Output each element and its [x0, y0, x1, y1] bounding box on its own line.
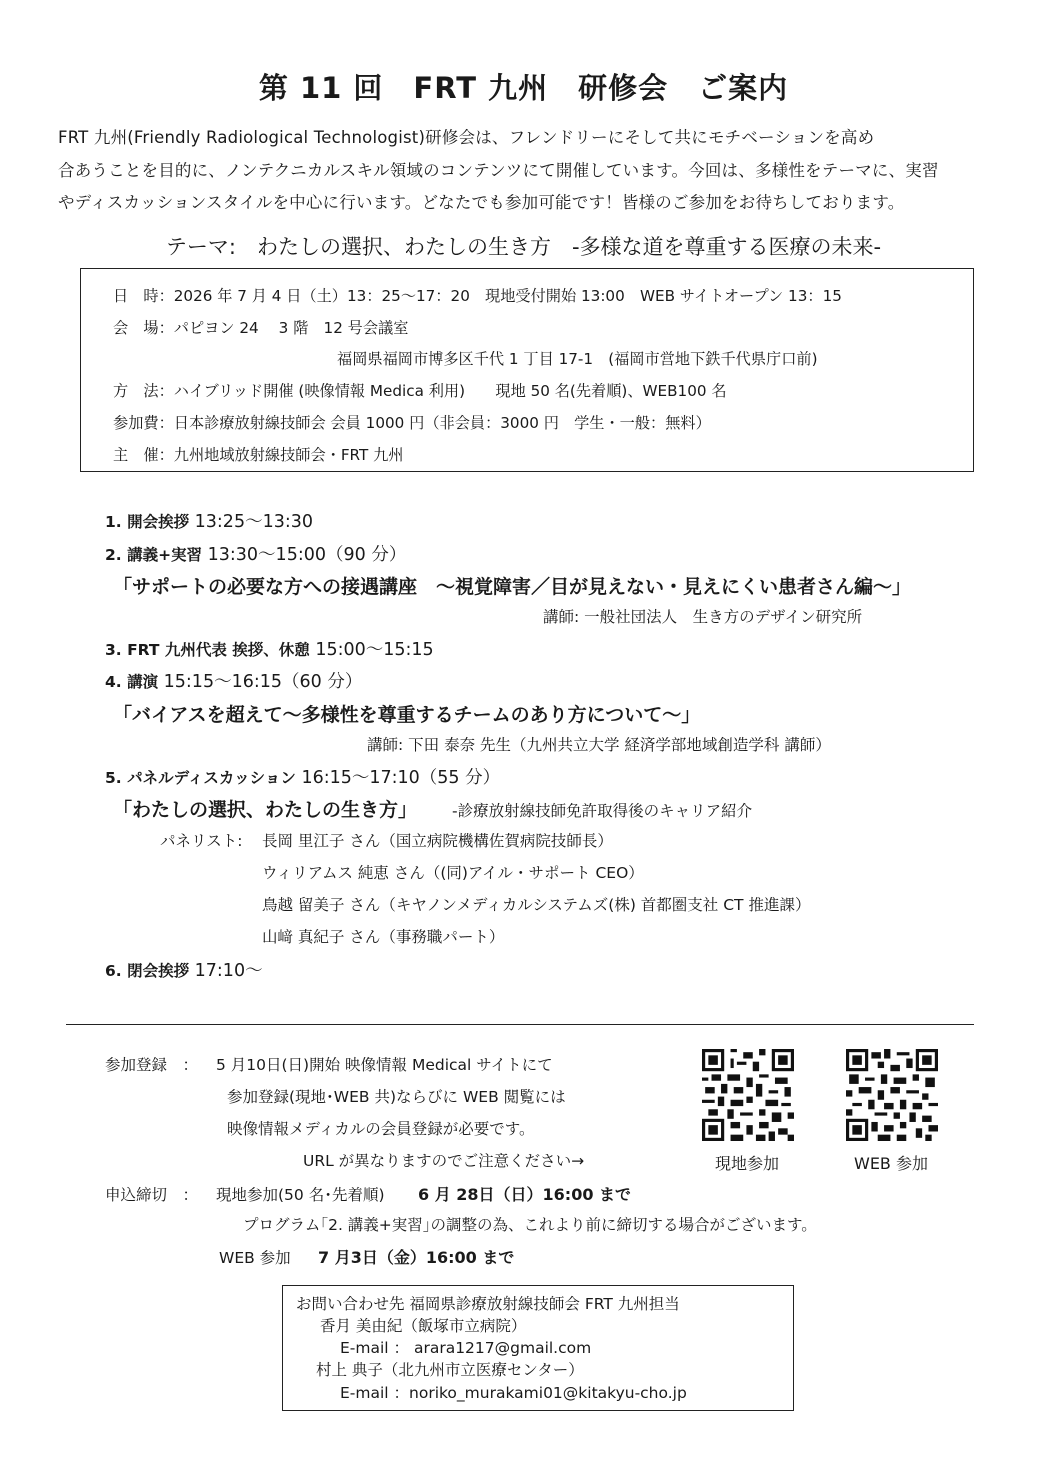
intro-line-2: 合あうことを目的に、ノンテクニカルスキル領域のコンテンツにて開催しています。今回は、多様性をテーマに、実習 — [58, 161, 939, 180]
contact-person-1: 香月 美由紀（飯塚市立病院） — [320, 1317, 527, 1335]
info-fee: 参加費：日本診療放射線技師会 会員 1000 円（非会員：3000 円 学生・一般：無料） — [113, 414, 711, 432]
program-item-2-lecturer: 講師: 一般社団法人 生き方のデザイン研究所 — [543, 608, 863, 626]
contact-email-2[interactable]: E-mail ：noriko_murakami01@kitakyu-cho.jp — [340, 1384, 687, 1402]
program-item-5-subtitle: -診療放射線技師免許取得後のキャリア紹介 — [452, 802, 753, 820]
intro-line-1: FRT 九州(Friendly Radiological Technologist)研修会は、フレンドリーにそして共にモチベーションを高め — [58, 128, 875, 147]
deadline-web-date: 7 月3日（金）16:00 まで — [318, 1248, 515, 1267]
qr-local-label: 現地参加 — [714, 1154, 779, 1173]
section-divider — [66, 1024, 974, 1025]
program-item-1 — [105, 508, 313, 533]
program-item-3-label: 3. FRT 九州代表 挨拶、休憩 — [105, 641, 310, 659]
deadline-label: 申込締切 ： — [105, 1186, 199, 1204]
program-item-2-title: 「サポートの必要な方への接遇講座 ～視覚障害／目が見えない・見えにくい患者さん編～」 — [113, 576, 912, 598]
registration-line-2: 参加登録(現地･WEB 共)ならびに WEB 閲覧には — [227, 1088, 566, 1106]
info-method: 方 法：ハイブリッド開催 (映像情報 Medica 利用) 現地 50 名(先着順)、WEB100 名 — [113, 382, 727, 400]
info-date: 日 時：2026 年 7 月 4 日（土）13：25～17：20 現地受付開始 13:00 WEB サイトオープン 13：15 — [113, 287, 842, 305]
deadline-note: プログラム｢2. 講義+実習｣の調整の為、これより前に締切する場合がございます。 — [243, 1216, 817, 1234]
deadline-web: WEB 参加 — [219, 1249, 291, 1267]
program-item-6-time: 17:10～ — [189, 961, 263, 981]
program-item-5-label: 5. パネルディスカッション — [105, 769, 296, 787]
registration-label: 参加登録 ： — [105, 1056, 199, 1074]
program-item-4-time: 15:15～16:15（60 分） — [158, 672, 363, 692]
registration-line-1: 5 月10日(日)開始 映像情報 Medical サイトにて — [216, 1056, 553, 1074]
deadline-local: 現地参加(50 名･先着順) — [216, 1186, 385, 1204]
program-item-2-time: 13:30～15:00（90 分） — [202, 545, 407, 565]
program-item-2-label: 2. 講義+実習 — [105, 546, 203, 564]
qr-web-label: WEB 参加 — [854, 1154, 928, 1173]
program-item-2 — [105, 541, 406, 566]
theme-heading: テーマ: わたしの選択、わたしの生き方 -多様な道を尊重する医療の未来- — [165, 235, 882, 259]
qr-code-local[interactable] — [702, 1049, 794, 1141]
program-item-5 — [105, 764, 500, 789]
panelists-label: パネリスト: — [160, 832, 243, 850]
contact-heading: お問い合わせ先 福岡県診療放射線技師会 FRT 九州担当 — [296, 1295, 680, 1313]
info-address: 福岡県福岡市博多区千代 1 丁目 17-1 (福岡市営地下鉄千代県庁口前) — [337, 350, 818, 368]
program-item-6 — [105, 957, 263, 982]
program-item-4-label: 4. 講演 — [105, 673, 159, 691]
page-title: 第 11 回 FRT 九州 研修会 ご案内 — [258, 71, 789, 105]
deadline-local-date: 6 月 28日（日）16:00 まで — [418, 1185, 632, 1204]
program-item-6-label: 6. 閉会挨拶 — [105, 962, 190, 980]
program-item-4-title: 「バイアスを超えて～多様性を尊重するチームのあり方について～」 — [113, 704, 701, 726]
program-item-5-title: 「わたしの選択、わたしの生き方」 — [113, 799, 418, 821]
qr-code-web[interactable] — [846, 1049, 938, 1141]
contact-person-2: 村上 典子（北九州市立医療センター） — [316, 1361, 584, 1379]
program-item-4 — [105, 668, 362, 693]
program-item-4-lecturer: 講師: 下田 泰奈 先生（九州共立大学 経済学部地域創造学科 講師） — [367, 736, 831, 754]
program-item-1-label: 1. 開会挨拶 — [105, 513, 190, 531]
program-item-5-time: 16:15～17:10（55 分） — [295, 768, 501, 788]
info-venue: 会 場：パピヨン 24 3 階 12 号会議室 — [113, 319, 409, 337]
panelist: 鳥越 留美子 さん（キヤノンメディカルシステムズ(株) 首都圏支社 CT 推進課） — [262, 896, 811, 914]
panelist: 長岡 里江子 さん（国立病院機構佐賀病院技師長） — [262, 832, 613, 850]
info-host: 主 催：九州地域放射線技師会・FRT 九州 — [113, 446, 404, 464]
program-item-3 — [105, 636, 434, 661]
program-item-3-time: 15:00～15:15 — [309, 640, 434, 660]
intro-line-3: やディスカッションスタイルを中心に行います。どなたでも参加可能です！皆様のご参加をお待ちしております。 — [58, 193, 905, 212]
registration-line-4: URL が異なりますのでご注意ください→ — [303, 1152, 585, 1170]
program-item-1-time: 13:25～13:30 — [189, 512, 314, 532]
panelist: ウィリアムス 純恵 さん（(同)アイル・サポート CEO） — [262, 864, 644, 882]
registration-line-3: 映像情報メディカルの会員登録が必要です。 — [227, 1120, 535, 1138]
panelist: 山﨑 真紀子 さん（事務職パート） — [262, 928, 505, 946]
contact-email-1[interactable]: E-mail ： arara1217@gmail.com — [340, 1339, 592, 1357]
